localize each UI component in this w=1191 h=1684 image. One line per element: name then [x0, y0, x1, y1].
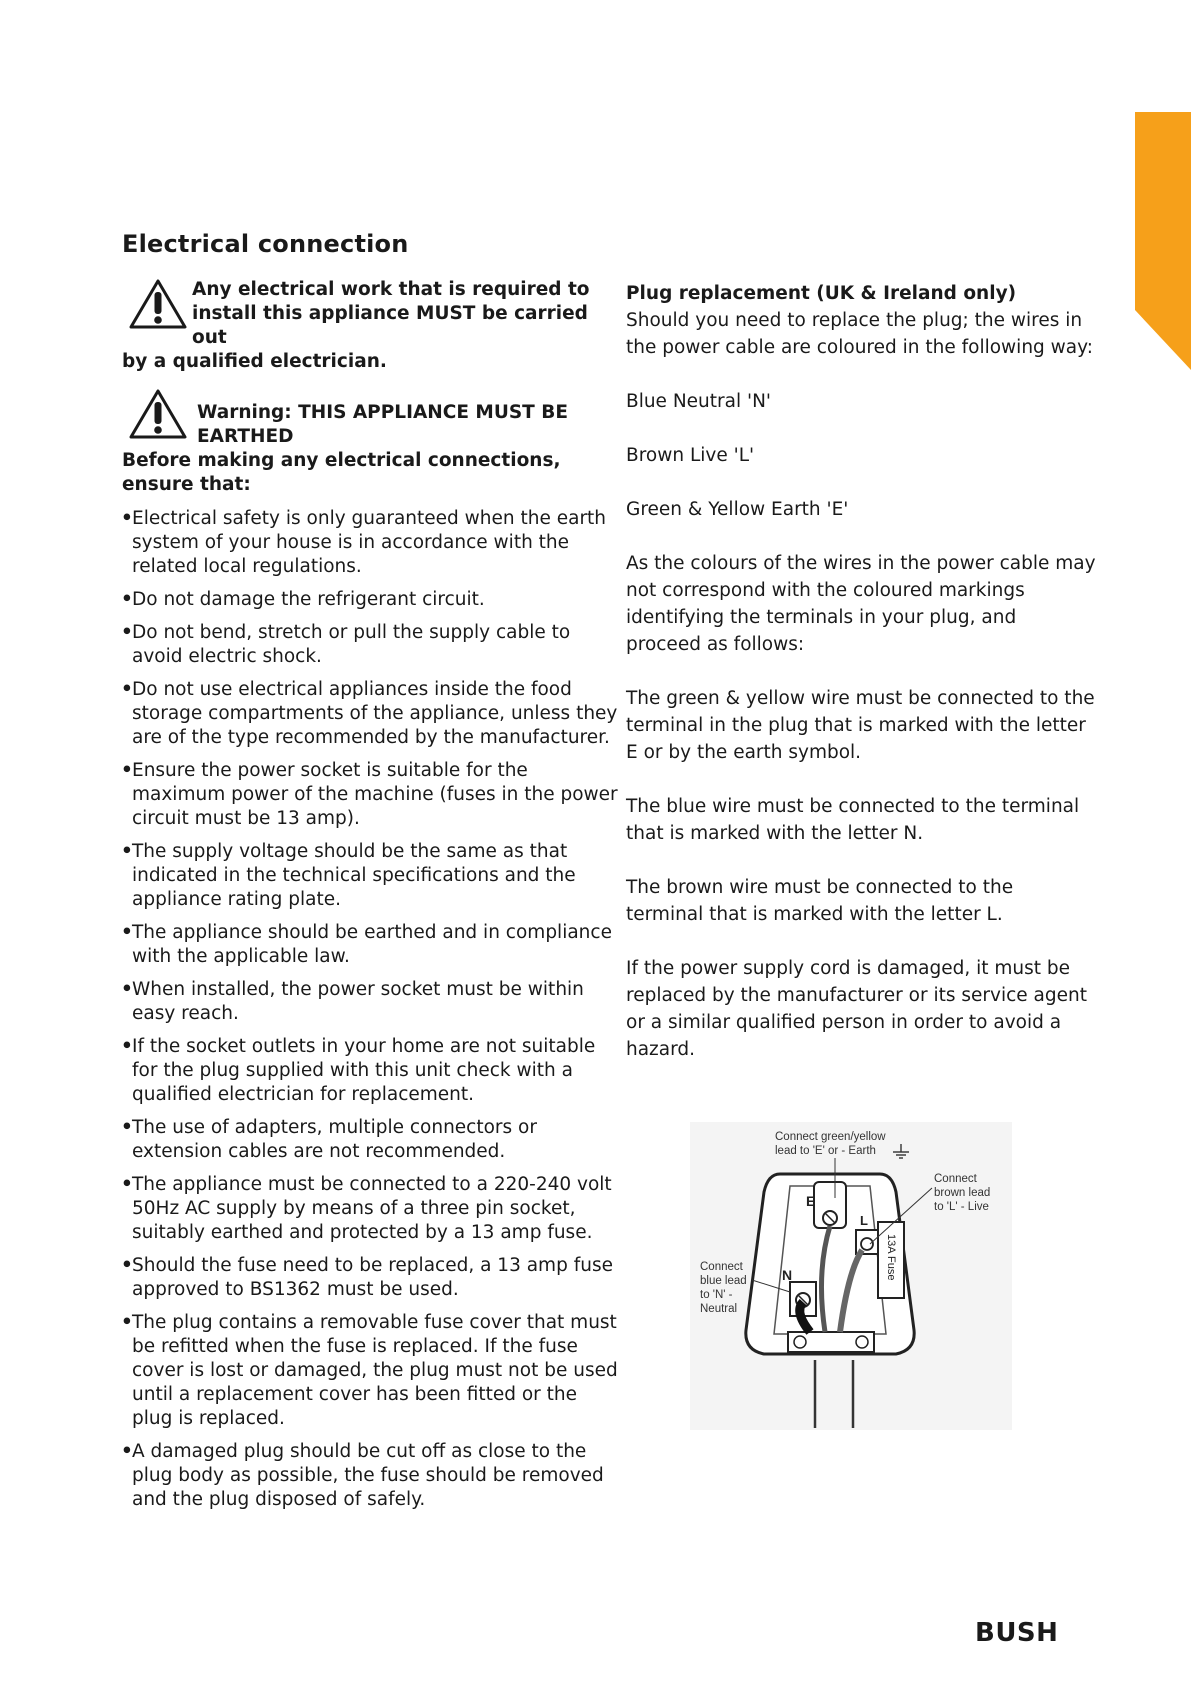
right-column [626, 280, 1096, 1090]
plug-replacement-title: Plug replacement (UK & Ireland only) [626, 283, 1017, 304]
live-callout-line3: to 'L' - Live [934, 1201, 989, 1213]
plug-wiring-diagram [690, 1122, 1012, 1430]
warning-triangle-icon [128, 278, 188, 330]
wire-blue: Blue Neutral 'N' [626, 391, 771, 412]
warning-electrician: Any electrical work that is required to install this appliance MUST be carried out by a qualified electrician. [122, 279, 590, 372]
blue-instruction: The blue wire must be connected to the terminal that is marked with the letter N. [626, 796, 1080, 844]
warning-triangle-icon [128, 388, 188, 440]
safety-bullet-list [122, 507, 622, 1512]
neutral-callout-line1: Connect [700, 1261, 743, 1273]
page-heading: Electrical connection [122, 230, 409, 258]
terminal-letter-n: N [782, 1267, 793, 1283]
list-item: • The appliance should be earthed and in compliance with the applicable law. [122, 921, 622, 969]
list-item: • Do not use electrical appliances inside the food storage compartments of the appliance, unless they are of the type recommended by the manufacturer. [122, 678, 622, 750]
wire-green-yellow: Green & Yellow Earth 'E' [626, 499, 849, 520]
list-item: • If the socket outlets in your home are not suitable for the plug supplied with this unit check with a qualified electrician for replacement. [122, 1035, 622, 1107]
plug-replacement-intro: Plug replacement (UK & Ireland only) Should you need to replace the plug; the wires in the power cable are coloured in the following way: [626, 280, 1096, 361]
list-item: • A damaged plug should be cut off as close to the plug body as possible, the fuse should be removed and the plug disposed of safely. [122, 1440, 622, 1512]
list-item: • Electrical safety is only guaranteed when the earth system of your house is in accordance with the related local regulations. [122, 507, 622, 579]
neutral-callout-line3: to 'N' - [700, 1289, 733, 1301]
damaged-cord-note: If the power supply cord is damaged, it must be replaced by the manufacturer or its service agent or a similar qualified person in order to avoid a hazard. [626, 958, 1087, 1060]
earth-callout-line1: Connect green/yellow [775, 1131, 886, 1143]
list-item: • The plug contains a removable fuse cover that must be refitted when the fuse is replaced. If the fuse cover is lost or damaged, the plug must not be used until a replacement cover has been fitted or the plug is replaced. [122, 1311, 622, 1431]
neutral-callout-line2: blue lead [700, 1275, 747, 1287]
section-tab-marker [1135, 112, 1191, 370]
earth-callout-line2: lead to 'E' or - Earth [775, 1145, 876, 1157]
list-item: • Should the fuse need to be replaced, a 13 amp fuse approved to BS1362 must be used. [122, 1254, 622, 1302]
list-item: • Ensure the power socket is suitable for the maximum power of the machine (fuses in the power circuit must be 13 amp). [122, 759, 622, 831]
list-item: • When installed, the power socket must be within easy reach. [122, 978, 622, 1026]
fuse-label: 13A Fuse [885, 1234, 897, 1281]
list-item: • Do not damage the refrigerant circuit. [122, 588, 622, 612]
warning-earthed: Warning: THIS APPLIANCE MUST BE EARTHED Before making any electrical connections, ensure that: [122, 388, 622, 497]
neutral-callout-line4: Neutral [700, 1303, 738, 1315]
left-column [122, 278, 622, 1521]
list-item: • The supply voltage should be the same as that indicated in the technical specifications and the appliance rating plate. [122, 840, 622, 912]
green-yellow-instruction: The green & yellow wire must be connected to the terminal in the plug that is marked with the letter E or by the earth symbol. [626, 688, 1095, 763]
wire-brown: Brown Live 'L' [626, 445, 755, 466]
live-callout-line1: Connect [934, 1173, 977, 1185]
list-item: • Do not bend, stretch or pull the supply cable to avoid electric shock. [122, 621, 622, 669]
colours-note: As the colours of the wires in the power cable may not correspond with the coloured markings identifying the terminals in your plug, and proceed as follows: [626, 553, 1096, 655]
terminal-letter-l: L [860, 1213, 868, 1228]
terminal-letter-e: E [806, 1193, 816, 1209]
brown-instruction: The brown wire must be connected to the terminal that is marked with the letter L. [626, 877, 1014, 925]
brand-logo: BUSH [975, 1618, 1059, 1648]
list-item: • The use of adapters, multiple connectors or extension cables are not recommended. [122, 1116, 622, 1164]
live-callout-line2: brown lead [934, 1187, 991, 1199]
list-item: • The appliance must be connected to a 220-240 volt 50Hz AC supply by means of a three pin socket, suitably earthed and protected by a 13 amp fuse. [122, 1173, 622, 1245]
